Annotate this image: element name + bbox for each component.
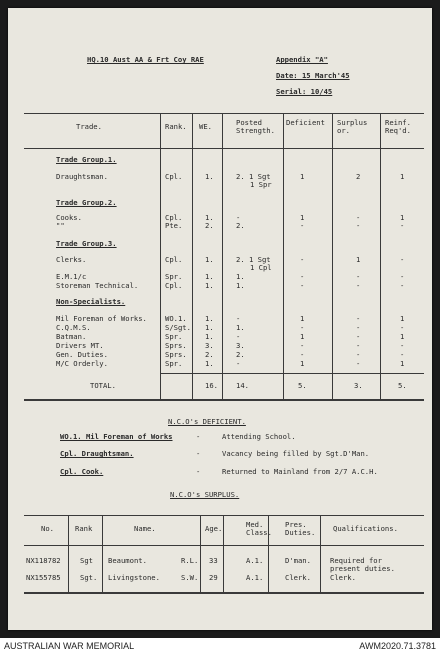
trade-cell: Draughtsman. bbox=[56, 172, 108, 181]
reinf-cell: - bbox=[400, 221, 405, 230]
trade-group-label: Trade Group.1. bbox=[56, 155, 117, 164]
we-cell: 2. bbox=[205, 221, 214, 230]
surplus-table-bottom bbox=[24, 592, 424, 594]
we-cell: 1. bbox=[205, 255, 214, 264]
rank-cell: Spr. bbox=[165, 359, 183, 368]
trade-cell: Cooks. bbox=[56, 213, 82, 222]
deficient-cell: 1 bbox=[300, 314, 305, 323]
surplus-column-divider bbox=[320, 515, 321, 592]
rank-cell: Sprs. bbox=[165, 350, 187, 359]
we-cell: 1. bbox=[205, 332, 214, 341]
surplus-rank-cell: Sgt bbox=[80, 556, 93, 565]
header-surplus: Surplus or. bbox=[337, 118, 368, 135]
table-column-divider bbox=[160, 113, 161, 399]
we-cell: 1. bbox=[205, 272, 214, 281]
reinf-cell: 1 bbox=[400, 359, 405, 368]
we-cell: 2. bbox=[205, 350, 214, 359]
table-column-divider bbox=[192, 113, 193, 399]
trade-cell: E.M.1/c bbox=[56, 272, 87, 281]
deficient-title: N.C.O's DEFICIENT. bbox=[168, 417, 246, 426]
deficient-cell: - bbox=[300, 323, 305, 332]
posted-cell: - bbox=[236, 213, 241, 222]
we-cell: 1. bbox=[205, 323, 214, 332]
rank-cell: Cpl. bbox=[165, 281, 183, 290]
rank-cell: Pte. bbox=[165, 221, 183, 230]
footer-bar bbox=[0, 638, 440, 653]
we-cell: 1. bbox=[205, 213, 214, 222]
rank-cell: S/Sgt. bbox=[165, 323, 191, 332]
trade-cell: Drivers MT. bbox=[56, 341, 104, 350]
footer-accession: AWM2020.71.3781 bbox=[359, 641, 436, 651]
reinf-cell: - bbox=[400, 255, 405, 264]
deficient-cell: - bbox=[300, 341, 305, 350]
surplus-column-divider bbox=[200, 515, 201, 592]
deficient-cell: - bbox=[300, 350, 305, 359]
we-cell: 1. bbox=[205, 172, 214, 181]
trade-cell: "" bbox=[56, 221, 65, 230]
reinf-cell: - bbox=[400, 272, 405, 281]
posted-cell: - bbox=[236, 359, 241, 368]
table-bottom-border bbox=[24, 399, 424, 401]
trade-group-label: Non-Specialists. bbox=[56, 297, 126, 306]
table-column-divider bbox=[380, 113, 381, 399]
posted-detail-cell: 1 Spr bbox=[250, 180, 272, 189]
total-reinf: 5. bbox=[398, 381, 407, 390]
name-cell: Beaumont. bbox=[108, 556, 147, 565]
surplus-cell: - bbox=[356, 323, 361, 332]
header-rank: Rank. bbox=[165, 122, 187, 131]
we-cell: 1. bbox=[205, 281, 214, 290]
deficient-cell: 1 bbox=[300, 213, 305, 222]
deficient-cell: - bbox=[300, 255, 305, 264]
surplus-cell: - bbox=[356, 350, 361, 359]
surplus-cell: - bbox=[356, 272, 361, 281]
we-cell: 1. bbox=[205, 314, 214, 323]
trade-group-label: Trade Group.3. bbox=[56, 239, 117, 248]
posted-cell: 2. 1 Sgt bbox=[236, 172, 271, 181]
surplus-cell: - bbox=[356, 221, 361, 230]
surplus-cell: - bbox=[356, 332, 361, 341]
posted-cell: 2. bbox=[236, 350, 245, 359]
serial-line: Serial: 10/45 bbox=[276, 87, 333, 96]
deficient-cell: - bbox=[300, 272, 305, 281]
header-reinf: Reinf. Req'd. bbox=[385, 118, 411, 135]
total-line bbox=[160, 373, 424, 374]
header-trade: Trade. bbox=[76, 122, 102, 131]
surplus-header-border bbox=[24, 545, 424, 546]
surplus-cell: - bbox=[356, 281, 361, 290]
deficient-cell: - bbox=[300, 281, 305, 290]
deficient-item-name: Cpl. Draughtsman. bbox=[60, 449, 134, 458]
duties-cell: D'man. bbox=[285, 556, 311, 565]
trade-cell: M/C Orderly. bbox=[56, 359, 108, 368]
surplus-cell: - bbox=[356, 213, 361, 222]
dash-separator: - bbox=[196, 449, 201, 458]
reinf-cell: 1 bbox=[400, 172, 405, 181]
rank-cell: WO.1. bbox=[165, 314, 187, 323]
table-header-border bbox=[24, 148, 424, 149]
table-column-divider bbox=[222, 113, 223, 399]
surplus-cell: - bbox=[356, 359, 361, 368]
deficient-item-note: Vacancy being filled by Sgt.D'Man. bbox=[222, 449, 370, 458]
age-cell: 29 bbox=[209, 573, 218, 582]
surplus-cell: - bbox=[356, 341, 361, 350]
unit-heading: HQ.10 Aust AA & Frt Coy RAE bbox=[87, 55, 204, 64]
deficient-item-note: Returned to Mainland from 2/7 A.C.H. bbox=[222, 467, 378, 476]
total-surplus: 3. bbox=[354, 381, 363, 390]
trade-cell: Batman. bbox=[56, 332, 87, 341]
service-number-cell: NX118782 bbox=[26, 556, 61, 565]
posted-cell: 3. bbox=[236, 341, 245, 350]
qualification-cell: Required for bbox=[330, 556, 382, 565]
table-column-divider bbox=[283, 113, 284, 399]
service-number-cell: NX155785 bbox=[26, 573, 61, 582]
qualification-detail-cell: present duties. bbox=[330, 564, 395, 573]
header-we: WE. bbox=[199, 122, 212, 131]
initials-cell: S.W. bbox=[181, 573, 199, 582]
med-class-cell: A.1. bbox=[246, 573, 264, 582]
reinf-cell: 1 bbox=[400, 314, 405, 323]
trade-cell: C.Q.M.S. bbox=[56, 323, 91, 332]
posted-cell: 1. bbox=[236, 272, 245, 281]
surplus-header-med: Med. Class. bbox=[246, 520, 272, 537]
deficient-item-name: Cpl. Cook. bbox=[60, 467, 104, 476]
dash-separator: - bbox=[196, 432, 201, 441]
trade-group-label: Trade Group.2. bbox=[56, 198, 117, 207]
trade-cell: Storeman Technical. bbox=[56, 281, 139, 290]
we-cell: 3. bbox=[205, 341, 214, 350]
total-posted: 14. bbox=[236, 381, 249, 390]
deficient-cell: 1 bbox=[300, 332, 305, 341]
surplus-header-duties: Pres. Duties. bbox=[285, 520, 316, 537]
footer-source: AUSTRALIAN WAR MEMORIAL bbox=[4, 641, 135, 651]
posted-cell: - bbox=[236, 314, 241, 323]
header-posted: Posted Strength. bbox=[236, 118, 275, 135]
total-we: 16. bbox=[205, 381, 218, 390]
surplus-table-top bbox=[24, 515, 424, 516]
surplus-column-divider bbox=[102, 515, 103, 592]
table-column-divider bbox=[332, 113, 333, 399]
table-top-border bbox=[24, 113, 424, 114]
posted-cell: 1. bbox=[236, 323, 245, 332]
total-label: TOTAL. bbox=[90, 381, 116, 390]
reinf-cell: - bbox=[400, 281, 405, 290]
reinf-cell: - bbox=[400, 323, 405, 332]
reinf-cell: - bbox=[400, 341, 405, 350]
posted-cell: 2. bbox=[236, 221, 245, 230]
surplus-cell: - bbox=[356, 314, 361, 323]
posted-cell: - bbox=[236, 332, 241, 341]
initials-cell: R.L. bbox=[181, 556, 199, 565]
rank-cell: Spr. bbox=[165, 272, 183, 281]
surplus-cell: 2 bbox=[356, 172, 361, 181]
reinf-cell: 1 bbox=[400, 213, 405, 222]
surplus-column-divider bbox=[223, 515, 224, 592]
surplus-column-divider bbox=[68, 515, 69, 592]
name-cell: Livingstone. bbox=[108, 573, 160, 582]
posted-detail-cell: 1 Cpl bbox=[250, 263, 272, 272]
deficient-item-name: WO.1. Mil Foreman of Works bbox=[60, 432, 173, 441]
rank-cell: Cpl. bbox=[165, 255, 183, 264]
total-deficient: 5. bbox=[298, 381, 307, 390]
surplus-rank-cell: Sgt. bbox=[80, 573, 98, 582]
surplus-title: N.C.O's SURPLUS. bbox=[170, 490, 240, 499]
trade-cell: Gen. Duties. bbox=[56, 350, 108, 359]
surplus-cell: 1 bbox=[356, 255, 361, 264]
header-deficient: Deficient bbox=[286, 118, 325, 127]
rank-cell: Sprs. bbox=[165, 341, 187, 350]
dash-separator: - bbox=[196, 467, 201, 476]
reinf-cell: - bbox=[400, 350, 405, 359]
date-line: Date: 15 March'45 bbox=[276, 71, 350, 80]
posted-cell: 1. bbox=[236, 281, 245, 290]
reinf-cell: 1 bbox=[400, 332, 405, 341]
rank-cell: Cpl. bbox=[165, 213, 183, 222]
rank-cell: Cpl. bbox=[165, 172, 183, 181]
appendix-label: Appendix "A" bbox=[276, 55, 328, 64]
surplus-header-qual: Qualifications. bbox=[333, 524, 398, 533]
surplus-header-name: Name. bbox=[134, 524, 156, 533]
posted-cell: 2. 1 Sgt bbox=[236, 255, 271, 264]
surplus-header-age: Age. bbox=[205, 524, 223, 533]
trade-cell: Mil Foreman of Works. bbox=[56, 314, 147, 323]
surplus-header-no: No. bbox=[41, 524, 54, 533]
med-class-cell: A.1. bbox=[246, 556, 264, 565]
age-cell: 33 bbox=[209, 556, 218, 565]
qualification-cell: Clerk. bbox=[330, 573, 356, 582]
rank-cell: Spr. bbox=[165, 332, 183, 341]
trade-cell: Clerks. bbox=[56, 255, 87, 264]
deficient-item-note: Attending School. bbox=[222, 432, 296, 441]
deficient-cell: - bbox=[300, 221, 305, 230]
deficient-cell: 1 bbox=[300, 172, 305, 181]
we-cell: 1. bbox=[205, 359, 214, 368]
duties-cell: Clerk. bbox=[285, 573, 311, 582]
deficient-cell: 1 bbox=[300, 359, 305, 368]
surplus-header-rank: Rank bbox=[75, 524, 93, 533]
